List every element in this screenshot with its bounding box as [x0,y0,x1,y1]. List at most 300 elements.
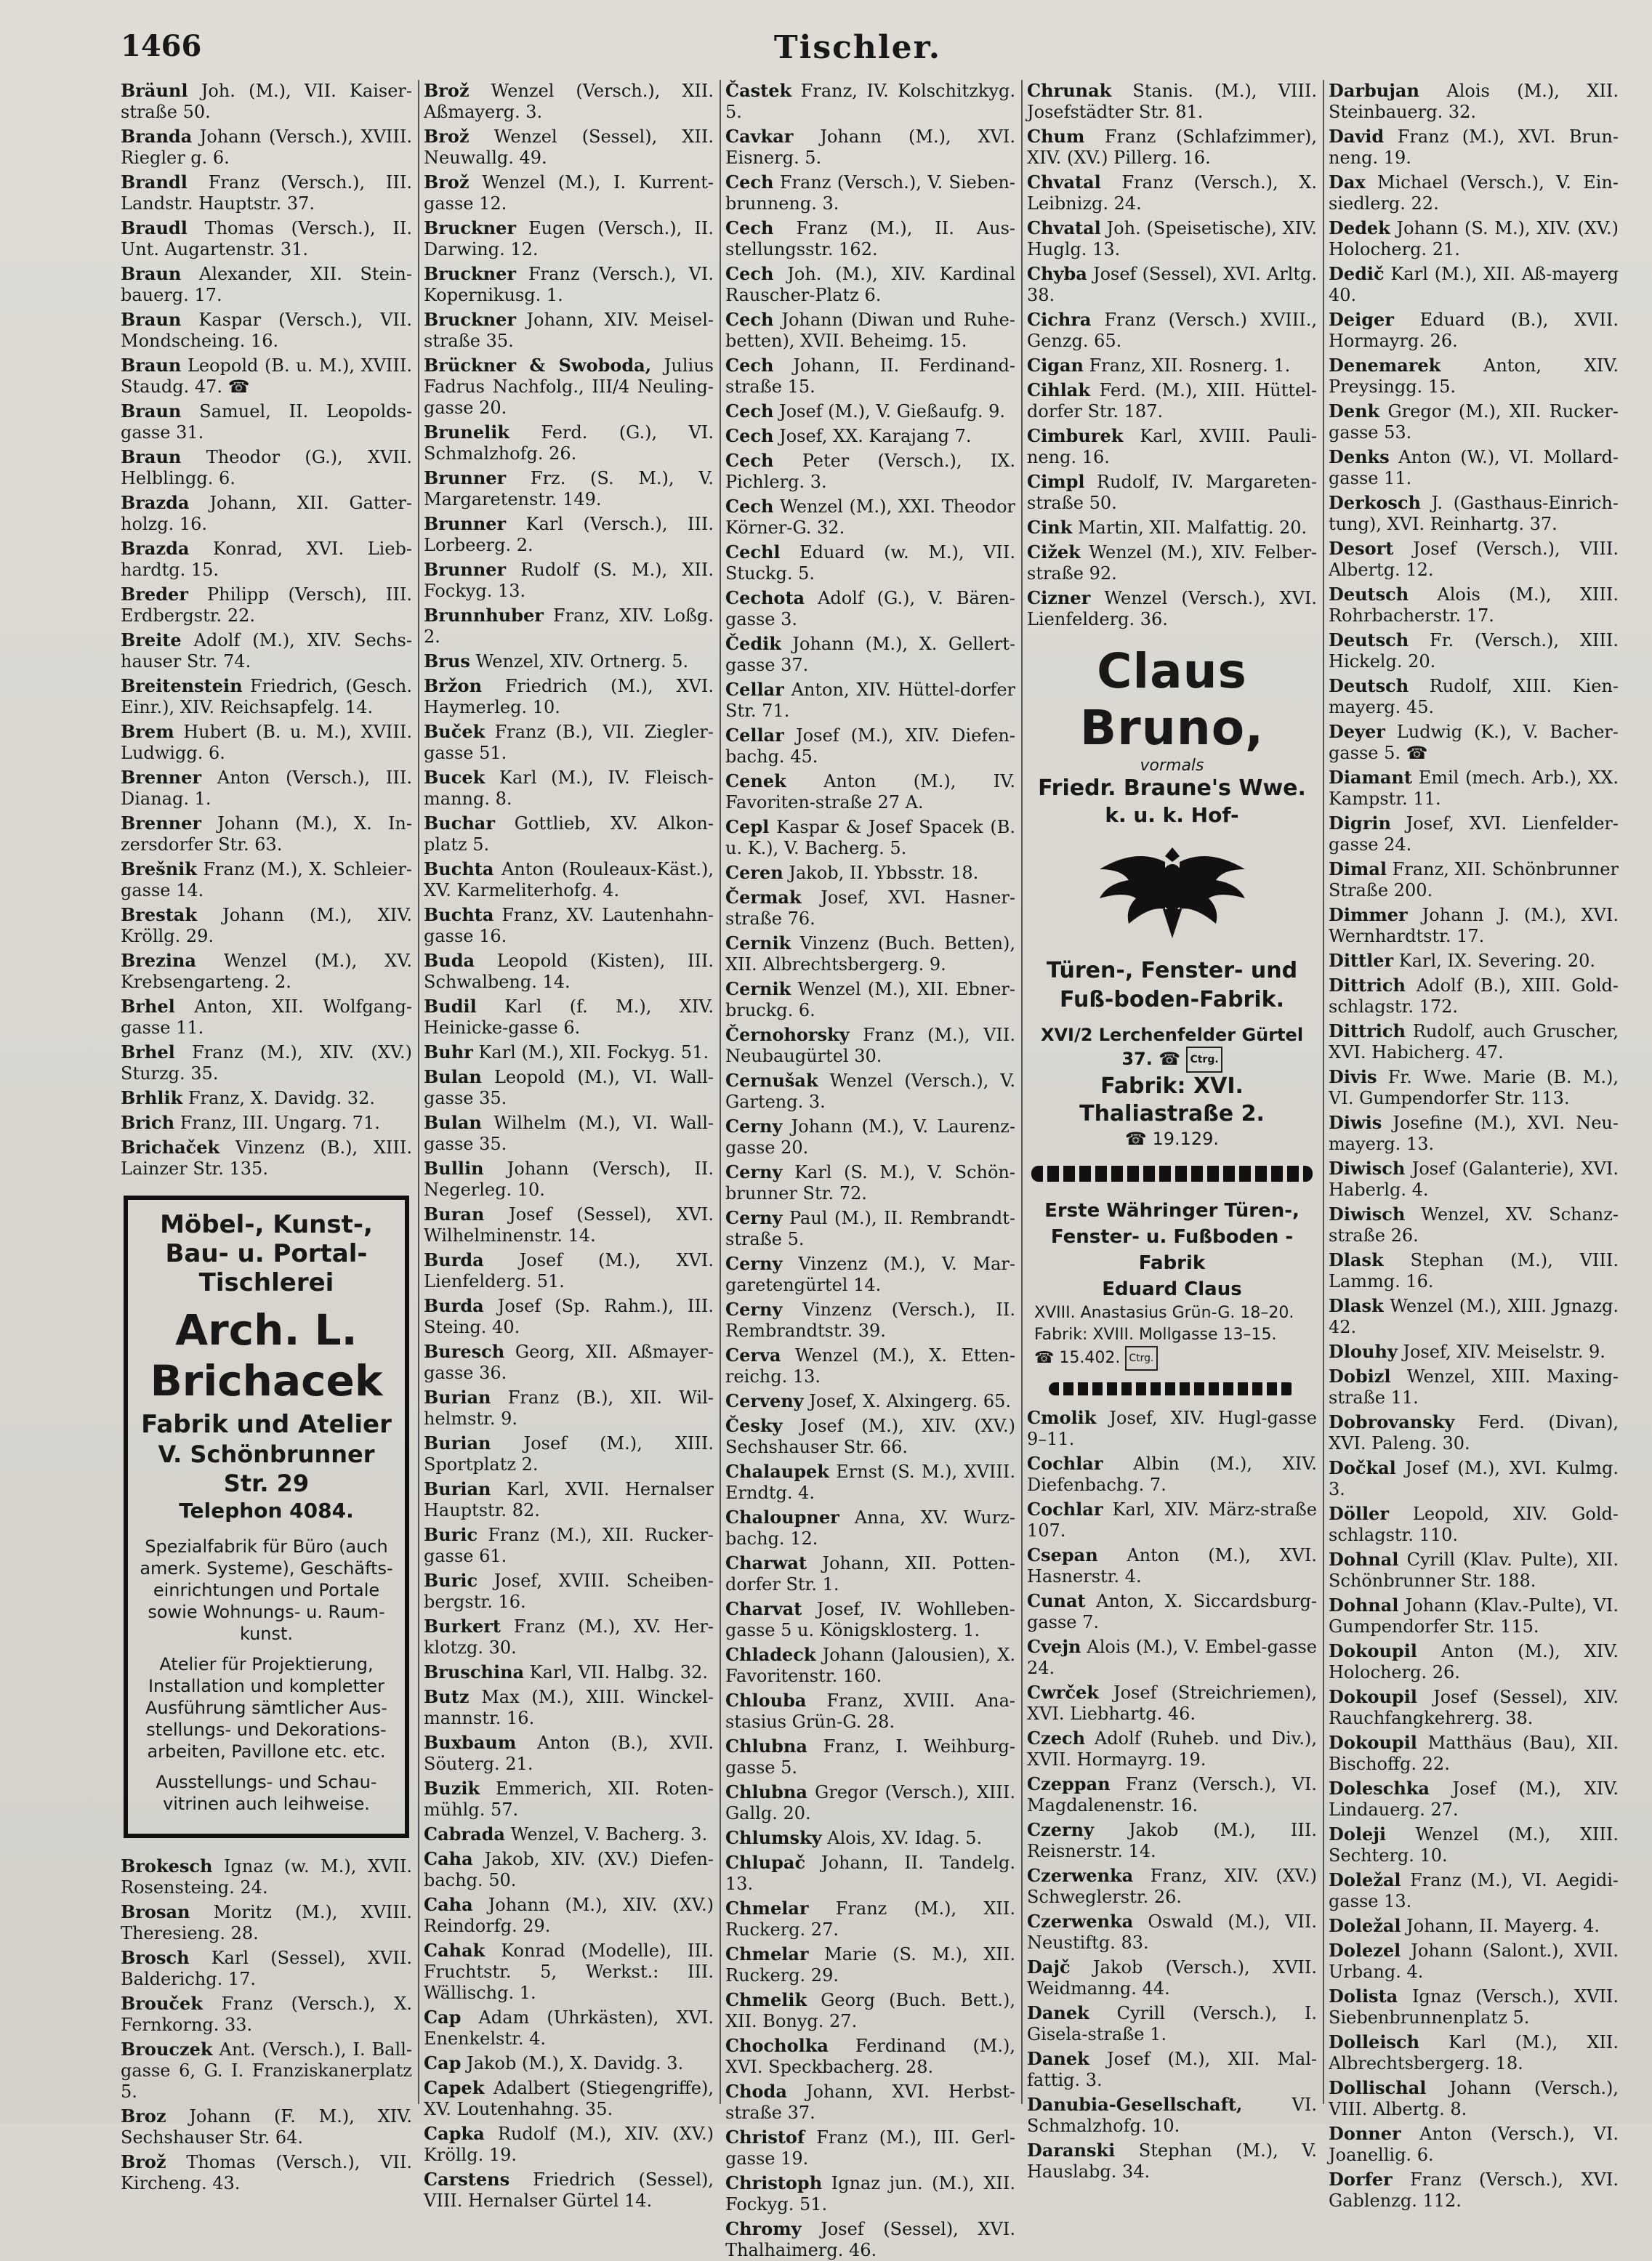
entry-details: Wenzel (M.), XIII. Sechterg. 10. [1329,1824,1619,1866]
entry-details: Johann, XII. Gatter-holzg. 16. [121,493,412,534]
entry-name: Buxbaum [424,1732,517,1753]
entry-details: Franz (Versch.) XVIII., Genzg. 65. [1027,310,1317,351]
ad-waehringer-owner: Eduard Claus [1102,1278,1242,1300]
entry-name: Braudl [121,217,188,238]
directory-entry [1027,2002,1317,2045]
directory-entry [424,80,714,123]
entry-details: Anna, XV. Wurz-bachg. 12. [725,1507,1015,1549]
entry-details: Anton (W.), VI. Mollard-gasse 11. [1329,447,1619,488]
entry-name: Brunner [424,513,507,534]
directory-entry [1329,975,1619,1017]
entry-name: Caha [424,1848,473,1869]
directory-entry [424,467,714,510]
directory-entry [725,978,1015,1021]
directory-entry [121,858,412,901]
entry-details: Franz (M.), VI. Aegidi-gasse 13. [1329,1870,1619,1911]
entry-name: Bucek [424,767,485,788]
entry-name: Budil [424,996,477,1017]
entry-details: Fr. (Versch.), XIII. Hickelg. 20. [1329,630,1619,672]
directory-entry [121,721,412,764]
entry-details: Leopold (Kisten), III. Schwalbeng. 14. [424,951,714,992]
directory-entry [1329,1732,1619,1775]
ad-claus [1027,643,1317,1395]
entry-name: Czech [1027,1728,1086,1749]
entry-details: Emil (mech. Arb.), XX. Kampstr. 11. [1329,767,1619,809]
directory-entry [725,932,1015,975]
directory-entry [1329,1503,1619,1546]
entry-details: Thomas (Versch.), VII. Kircheng. 43. [121,2152,412,2193]
entry-details: Konrad, XVI. Lieb-hardtg. 15. [121,539,412,580]
entry-name: Brhlik [121,1087,183,1108]
entry-name: Chladeck [725,1644,816,1665]
entry-name: Bulan [424,1112,482,1133]
directory-entry [1329,1249,1619,1292]
directory-entry [424,513,714,556]
ad-brichacek-line1: Möbel-, Kunst-, Bau- u. Portal-Tischlerei [160,1210,373,1297]
directory-entry [121,950,412,993]
entry-details: Johann, XII. Potten-dorfer Str. 1. [725,1553,1015,1595]
entry-details: Anton (Versch.), III. Dianag. 1. [121,767,412,809]
directory-column [1323,80,1624,2211]
entry-details: Franz (B.), XII. Wil-helmstr. 9. [424,1387,714,1429]
entry-details: Karl (Versch.), III. Lorbeerg. 2. [424,514,714,555]
directory-entry [1329,1778,1619,1821]
entry-name: Choda [725,2081,787,2102]
entry-name: Dittrich [1329,975,1406,996]
directory-entry [424,1341,714,1384]
entry-name: Dokoupil [1329,1640,1417,1661]
entry-details: Adalbert (Stiegengriffe), XV. Loutenhahng. 35. [424,2078,714,2119]
entry-name: Cernik [725,978,791,999]
entry-details: Wenzel (M.), I. Kurrent-gasse 12. [424,172,714,214]
directory-entry [1329,1366,1619,1408]
entry-details: Franz (Versch.), VI. Magdalenenstr. 16. [1027,1774,1317,1815]
directory-entry [1027,1865,1317,1908]
entry-details: Moritz (M.), XVIII. Theresieng. 28. [121,1902,412,1943]
entry-name: Doležal [1329,1869,1401,1890]
entry-details: Michael (Versch.), V. Ein-siedlerg. 22. [1329,172,1619,214]
entry-name: Divis [1329,1066,1377,1087]
entry-name: Dimmer [1329,904,1408,925]
directory-entry [1329,400,1619,443]
entry-details: Karl (S. M.), V. Schön-brunner Str. 72. [725,1162,1016,1204]
ad-brichacek-para3: Ausstellungs- und Schau-vitrinen auch leihweise. [156,1772,377,1814]
directory-entry [424,675,714,718]
directory-entry [725,1161,1015,1204]
directory-entry [725,400,1015,422]
entry-name: Cerny [725,1207,783,1228]
directory-entry [121,492,412,535]
directory-entry [1329,675,1619,718]
entry-name: Dedič [1329,263,1385,284]
entry-name: Cerny [725,1253,783,1274]
directory-entry [121,217,412,260]
directory-column [1021,80,1323,2182]
entry-details: Wenzel (M.), XXI. Theodor Körner-G. 32. [725,496,1015,538]
entry-name: Diwisch [1329,1204,1406,1225]
directory-entry [121,629,412,672]
entry-name: Chlouba [725,1690,807,1711]
entry-name: David [1329,126,1385,147]
entry-name: Braun [121,446,182,467]
directory-entry [725,816,1015,859]
entry-details: Johann, II. Ferdinand-straße 15. [725,355,1015,397]
directory-entry [121,446,412,489]
entry-details: Josef (Sp. Rahm.), III. Steing. 40. [424,1296,714,1337]
entry-details: Karl (Sessel), XVII. Balderichg. 17. [121,1948,412,1989]
entry-name: Čedik [725,633,781,654]
directory-entry [1027,1636,1317,1679]
entry-details: Eugen (Versch.), II. Darwing. 12. [424,218,714,259]
entry-name: Bräunl [121,80,188,101]
directory-entry [1027,1773,1317,1816]
entry-details: Josef (M.), XVI. Kulmg. 3. [1329,1458,1619,1499]
entry-name: Brhel [121,1041,175,1063]
entry-name: Diwisch [1329,1158,1406,1179]
entry-details: Karl, VII. Halbg. 32. [529,1662,708,1682]
entry-details: Josef (M.), XIII. Sportplatz 2. [424,1433,714,1475]
directory-entry [725,633,1015,676]
directory-entry [1027,1453,1317,1496]
directory-entry [1329,1986,1619,2028]
entry-name: Czerwenka [1027,1911,1134,1932]
entry-name: Brunner [424,467,507,488]
ad-waehringer-phone-number: ☎ 15.402. [1034,1349,1121,1367]
entry-name: Chmelar [725,1943,809,1964]
entry-details: Ignaz (w. M.), XVII. Rosensteing. 24. [121,1856,412,1898]
directory-entry [424,1524,714,1567]
entry-details: Leopold, XIV. Gold-schlagstr. 110. [1329,1504,1619,1545]
entry-name: Cech [725,217,774,238]
entry-name: Daranski [1027,2140,1116,2161]
entry-details: Wenzel, V. Bacherg. 3. [510,1824,708,1845]
entry-name: Chvatal [1027,217,1101,238]
directory-entry [1329,584,1619,626]
entry-details: Johann, II. Tandelg. 13. [725,1853,1015,1894]
entry-details: Josef (Streichriemen), XVI. Liebhartg. 46. [1027,1682,1317,1724]
entry-details: Ferd. (M.), XIII. Hüttel-dorfer Str. 187. [1027,380,1317,422]
ad-brichacek-phone: Telephon 4084. [179,1499,354,1523]
entry-name: Cochlar [1027,1453,1103,1474]
directory-entry [121,767,412,810]
directory-entry [725,862,1015,884]
directory-entry [725,1943,1015,1986]
entry-name: Bullin [424,1158,484,1179]
entry-details: Ignaz jun. (M.), XII. Fockyg. 51. [725,2173,1015,2214]
entry-name: Brazda [121,538,190,559]
entry-name: Bržon [424,675,483,696]
directory-entry [424,1732,714,1775]
directory-entry [424,1778,714,1821]
entry-name: Cavkar [725,126,794,147]
entry-details: Emmerich, XII. Roten-mühlg. 57. [424,1778,714,1820]
entry-details: Johann (Versch), II. Negerleg. 10. [424,1158,714,1200]
entry-name: Burkert [424,1616,501,1637]
directory-entry [424,2123,714,2166]
entry-name: Burian [424,1387,491,1408]
directory-entry [424,2007,714,2050]
entry-details: Friedrich (Sessel), VIII. Hernalser Gürtel 14. [424,2169,714,2211]
entry-name: Dokoupil [1329,1732,1417,1753]
directory-entry [424,1823,714,1845]
ad-claus-line5 [1027,1023,1317,1073]
entry-details: Johann (M.), X. Gellert-gasse 37. [725,634,1015,675]
entry-name: Cech [725,425,774,446]
entry-details: Wenzel, XV. Schanz-straße 26. [1329,1204,1619,1246]
entry-details: Wenzel, XIV. Ortnerg. 5. [475,651,689,672]
directory-entry [121,1137,412,1180]
entry-details: Wenzel (M.), X. Etten-reichg. 13. [725,1345,1015,1387]
entry-name: Bruckner [424,263,516,284]
entry-details: Franz, IV. Kolschitzkyg. 5. [725,81,1015,122]
directory-entry [424,309,714,352]
entry-details: Josef, XVIII. Scheiben-bergstr. 16. [424,1571,714,1612]
ad-claus-line6: Fabrik: XVI. Thaliastraße 2. [1079,1073,1265,1127]
entry-details: Franz, XIV. Loßg. 2. [424,605,714,647]
directory-entry [1329,629,1619,672]
entry-name: Csepan [1027,1544,1098,1565]
entry-details: Marie (S. M.), XII. Ruckerg. 29. [725,1944,1015,1986]
entry-name: Cepl [725,816,770,837]
directory-entry [725,1024,1015,1067]
entry-name: Buric [424,1570,478,1591]
entry-details: Franz (Versch.), XVI. Gablenzg. 112. [1329,2169,1619,2211]
entry-name: Branda [121,126,193,147]
directory-entry [424,126,714,169]
entry-details: Joh. (M.), VII. Kaiser-straße 50. [121,81,412,122]
entry-details: Karl, XVIII. Pauli-neng. 16. [1027,426,1317,467]
entry-details: Ferd. (Divan), XVI. Paleng. 30. [1329,1412,1619,1454]
directory-entry [1027,541,1317,584]
entry-details: Anton (Rouleaux-Käst.), XV. Karmeliterhofg. 4. [424,859,714,900]
entry-name: Cech [725,309,774,330]
entry-details: Josef, IV. Wohlleben-gasse 5 u. Königsklosterg. 1. [725,1599,1015,1640]
ad-brichacek-para2: Atelier für Projektierung, Installation und kompletter Ausführung sämtlicher Aus-stellungs- und Dekorations-arbeiten, Pavillone etc. etc. [145,1654,387,1762]
entry-name: Chrunak [1027,80,1112,101]
entry-details: Hubert (B. u. M.), XVIII. Ludwigg. 6. [121,722,412,763]
entry-details: Joh. (M.), XIV. Kardinal Rauscher-Platz 6. [725,264,1015,305]
entry-details: Alois (M.), XIII. Rohrbacherstr. 17. [1329,584,1619,626]
directory-entry [725,541,1015,584]
directory-entry [424,1066,714,1109]
entry-name: Cech [725,450,774,471]
entry-name: Denks [1329,446,1390,467]
directory-entry [725,725,1015,767]
entry-details: Josef, XIV. Hugl-gasse 9–11. [1027,1408,1317,1449]
directory-entry [1329,1915,1619,1937]
directory-entry [1329,1457,1619,1500]
directory-entry [1027,126,1317,169]
directory-entry [1329,1940,1619,1983]
entry-details: Fr. Wwe. Marie (B. M.), VI. Gumpendorfer Str. 113. [1329,1067,1619,1108]
directory-entry [1329,1066,1619,1109]
entry-details: Wenzel (M.), XII. Ebner-bruckg. 6. [725,979,1015,1020]
directory-entry [1329,1020,1619,1063]
entry-name: Buran [424,1204,485,1225]
directory-entry [1027,1407,1317,1450]
entry-name: Dočkal [1329,1457,1396,1478]
entry-details: Wenzel, XIII. Maxing-straße 11. [1329,1366,1619,1408]
entry-details: Franz (M.), X. Schleier-gasse 14. [121,859,412,900]
entry-name: Danubia-Gesellschaft, [1027,2094,1243,2115]
ad-claus-line7: ☎ 19.129. [1124,1129,1220,1149]
entry-details: Samuel, II. Leopolds-gasse 31. [121,401,412,443]
entry-details: Ant. (Versch.), I. Ball-gasse 6, G. I. Franziskanerplatz 5. [121,2039,412,2102]
entry-name: Buhr [424,1041,473,1063]
entry-name: Brunnhuber [424,605,544,626]
entry-details: Frz. (S. M.), V. Margaretenstr. 149. [424,468,714,509]
entry-name: Denk [1329,400,1380,422]
entry-name: Brož [424,126,470,147]
entry-details: Stanis. (M.), VIII. Josefstädter Str. 81. [1027,81,1317,122]
entry-details: Anton, XII. Wolfgang-gasse 11. [121,996,412,1038]
entry-name: Donner [1329,2123,1401,2144]
directory-entry [1329,1112,1619,1155]
entry-name: Buzik [424,1778,480,1799]
entry-name: Cimburek [1027,425,1124,446]
directory-entry [725,679,1015,722]
ad-claus-line4: Türen-, Fenster- und Fuß-boden-Fabrik. [1046,958,1298,1012]
directory-entry [725,80,1015,123]
directory-entry [424,1112,714,1155]
directory-entry [121,538,412,581]
ornament-divider [1031,1166,1313,1182]
entry-name: Cizner [1027,587,1091,608]
entry-details: Anton (M.), IV. Favoriten-straße 27 A. [725,771,1015,813]
entry-details: Georg, XII. Aßmayer-gasse 36. [424,1342,714,1383]
entry-name: Dedek [1329,217,1390,238]
entry-name: Cech [725,172,774,193]
entry-name: Cech [725,355,774,376]
directory-entry [1329,1686,1619,1729]
entry-details: Rudolf, auch Gruscher, XVI. Habicherg. 47. [1329,1021,1619,1063]
entry-name: Dlouhy [1329,1341,1398,1362]
entry-name: Doleji [1329,1823,1387,1845]
directory-entry [725,1989,1015,2032]
entry-name: Cigan [1027,355,1084,376]
directory-entry [725,2081,1015,2124]
directory-entry [1329,904,1619,947]
ad-claus-name: Claus Bruno, [1079,643,1265,756]
entry-details: Franz, III. Ungarg. 71. [180,1113,380,1133]
directory-entry [424,1432,714,1475]
ad-brichacek [124,1196,409,1838]
entry-name: Braun [121,309,182,330]
entry-details: Johann (F. M.), XIV. Sechshauser Str. 64. [121,2106,412,2148]
entry-name: Bruckner [424,217,516,238]
entry-details: Kaspar & Josef Spacek (B. u. K.), V. Bacherg. 5. [725,817,1015,858]
entry-name: Cernušak [725,1070,818,1091]
entry-details: Jakob, II. Ybbsstr. 18. [789,863,979,883]
entry-name: Chlubna [725,1781,807,1802]
directory-entry [1027,1590,1317,1633]
ad-claus-badge: Ctrg. [1186,1047,1222,1073]
entry-name: Christof [725,2127,805,2148]
directory-entry [1027,2094,1317,2137]
entry-name: Deiger [1329,309,1394,330]
entry-details: Joh. (Speisetische), XIV. Huglg. 13. [1027,218,1317,259]
entry-name: Doleschka [1329,1778,1430,1799]
entry-name: Dittler [1329,950,1394,971]
entry-details: Cyrill (Versch.), I. Gisela-straße 1. [1027,2003,1317,2044]
directory-entry [1329,813,1619,855]
directory-entry [1329,446,1619,489]
directory-entry [1329,1549,1619,1592]
entry-name: Cerveny [725,1390,804,1411]
entry-details: Franz (M.), XV. Her-klotzg. 30. [424,1616,714,1658]
directory-entry [1329,1640,1619,1683]
directory-entry [424,2077,714,2120]
entry-name: Cimpl [1027,471,1085,492]
entry-name: Brouček [121,1993,203,2014]
directory-entry [424,1848,714,1891]
entry-details: Josef, XX. Karajang 7. [779,426,972,446]
entry-name: Czeppan [1027,1773,1111,1794]
entry-details: Johann J. (M.), XVI. Wernhardtstr. 17. [1329,905,1619,946]
entry-name: Döller [1329,1503,1389,1524]
entry-details: Adolf (M.), XIV. Sechs-hauser Str. 74. [121,630,412,672]
directory-entry [424,1940,714,2004]
directory-entry [1329,858,1619,901]
entry-details: Johann (M.), XIV. (XV.) Reindorfg. 29. [424,1895,714,1936]
entry-name: Braun [121,400,182,422]
directory-entry [424,1616,714,1659]
directory-columns [116,80,1624,2260]
directory-entry [1329,217,1619,260]
entry-name: Dolista [1329,1986,1398,2007]
entry-name: Brazda [121,492,190,513]
entry-name: Chocholka [725,2035,829,2056]
entry-details: Georg (Buch. Bett.), XII. Bonyg. 27. [725,1990,1015,2031]
double-eagle-icon [1096,833,1249,942]
entry-details: Franz (Versch.), X. Leibnizg. 24. [1027,172,1317,214]
directory-entry [725,1781,1015,1824]
directory-entry [1329,1823,1619,1866]
entry-details: Franz (Versch.), III. Landstr. Hauptstr. 37. [121,172,412,214]
directory-entry [1329,950,1619,972]
entry-details: Franz, I. Weihburg-gasse 5. [725,1736,1015,1778]
directory-column [720,80,1021,2260]
directory-entry [725,355,1015,398]
directory-entry [725,887,1015,930]
directory-entry [1329,355,1619,398]
entry-details: Josef (M.), XVI. Lienfelderg. 51. [424,1250,714,1291]
entry-details: Anton, XIV. Hüttel-dorfer Str. 71. [725,680,1015,721]
directory-entry [1027,1819,1317,1862]
directory-entry [424,1894,714,1937]
directory-entry [1329,2169,1619,2212]
entry-name: Brhel [121,996,175,1017]
entry-details: Vinzenz (M.), V. Mar-garetengürtel 14. [725,1254,1015,1295]
entry-details: Franz (M.), III. Gerl-gasse 19. [725,2127,1015,2169]
directory-entry [424,1158,714,1201]
entry-name: Diamant [1329,767,1412,788]
entry-name: Cihlak [1027,379,1090,400]
entry-name: Bruckner [424,309,516,330]
entry-name: Cink [1027,517,1073,538]
entry-details: Franz, XVIII. Ana-stasius Grün-G. 28. [725,1690,1015,1732]
entry-details: Franz (M.), VII. Neubaugürtel 30. [725,1025,1015,1066]
entry-details: Franz (B.), VII. Ziegler-gasse 51. [424,722,714,763]
entry-name: Cellar [725,679,784,700]
entry-name: Brunelik [424,422,509,443]
entry-details: Ferdinand (M.), XVI. Speckbacherg. 28. [725,2036,1015,2077]
directory-entry [424,1204,714,1246]
directory-entry [725,1253,1015,1296]
entry-name: Dlask [1329,1249,1384,1270]
directory-entry [725,2127,1015,2169]
entry-details: Karl, XVII. Hernalser Hauptstr. 82. [424,1479,714,1520]
